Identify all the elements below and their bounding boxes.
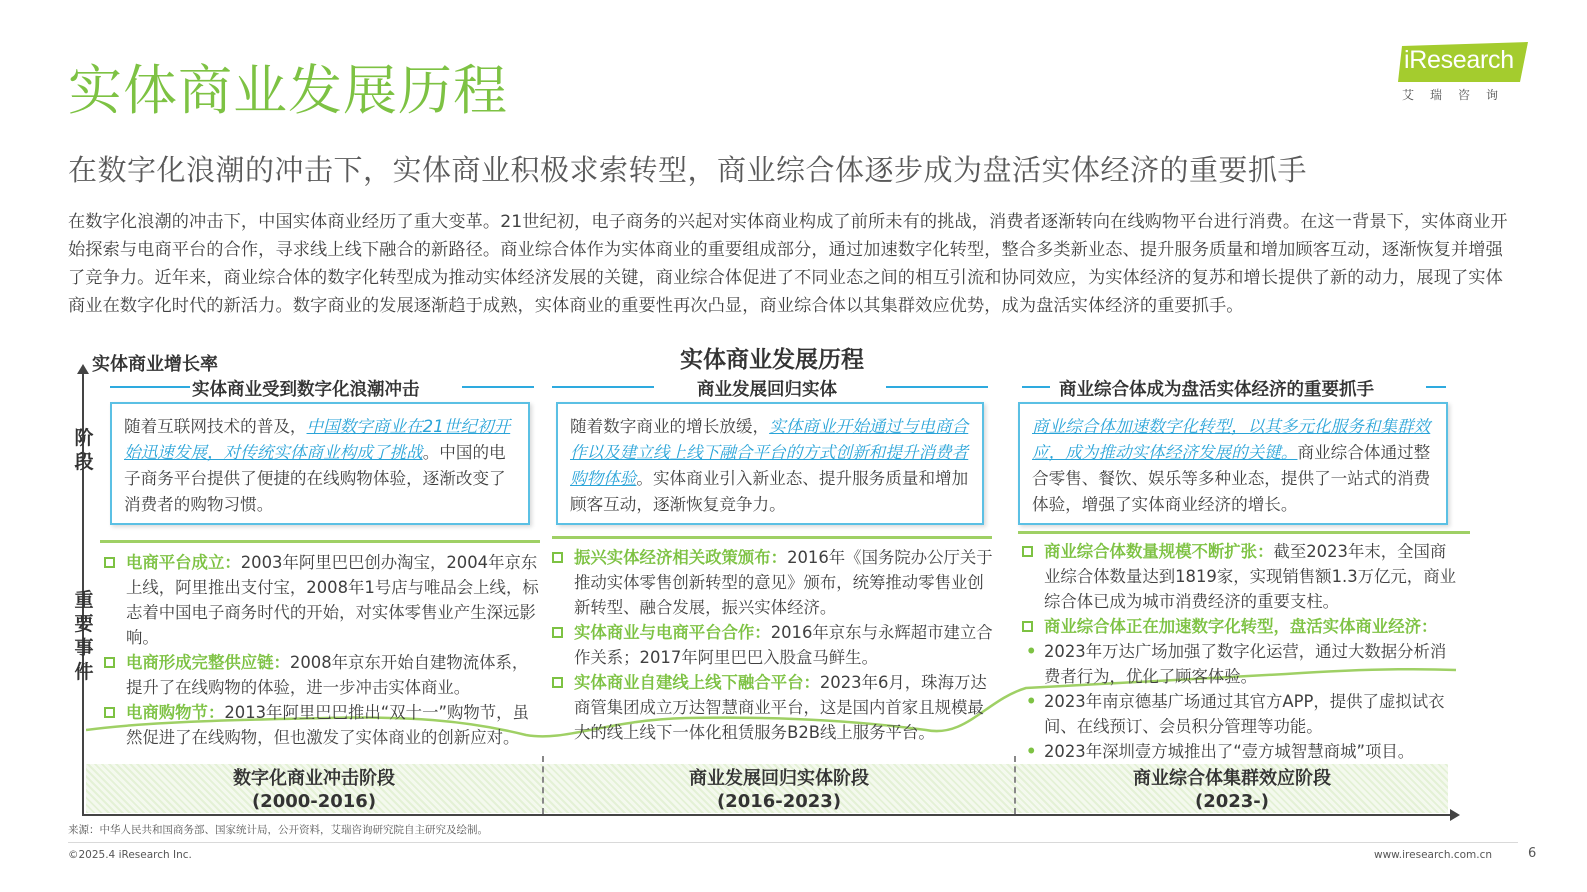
event-item: 商业综合体正在加速数字化转型，盘活实体商业经济： [1022,614,1458,639]
stage-highlight-1: 中国数字商业在21世纪初开始迅速发展，对传统实体商业构成了挑战 [124,417,511,462]
stage-highlight-2: 实体商业开始通过与电商合作以及建立线上线下融合平台的方式创新和提升消费者购物体验 [570,417,969,488]
event-item: 商业综合体数量规模不断扩张：截至2023年末，全国商业综合体数量达到1819家，实现销售额1.3万亿元，商业综合体已成为城市消费经济的重要支柱。 [1022,539,1458,614]
source-note: 来源：中华人民共和国商务部、国家统计局，公开资料，艾瑞咨询研究院自主研究及绘制。 [68,824,488,836]
page-number: 6 [1528,846,1537,861]
stage-heading-3: 商业综合体成为盘活实体经济的重要抓手 [1022,376,1446,398]
page-title: 实体商业发展历程 [68,59,508,122]
row-label-stage: 阶段 [74,427,94,473]
stage-box-3: 商业综合体加速数字化转型，以其多元化服务和集群效应，成为推动实体经济发展的关键。商业综合体通过整合零售、餐饮、娱乐等多种业态，提供了一站式的消费体验，增强了实体商业经济的增长。 [1018,402,1448,525]
event-item: 实体商业自建线上线下融合平台：2023年6月，珠海万达商管集团成立万达智慧商业平台，这是国内首家且规模最大的线上线下一体化租赁服务B2B线上服务平台。 [552,670,994,745]
stage-box-1: 随着互联网技术的普及，中国数字商业在21世纪初开始迅速发展，对传统实体商业构成了挑战。中国的电子商务平台提供了便捷的在线购物体验，逐渐改变了消费者的购物习惯。 [110,402,530,525]
events-column-2 [552,545,994,745]
stage-heading-1: 实体商业受到数字化浪潮冲击 [110,376,534,398]
logo-subtext: 艾瑞咨询 [1402,88,1515,102]
event-item: 实体商业与电商平台合作：2016年京东与永辉超市建立合作关系；2017年阿里巴巴入股盒马鲜生。 [552,620,994,670]
phase-1: 数字化商业冲击阶段 (2000-2016) [233,768,395,812]
page-subtitle: 在数字化浪潮的冲击下，实体商业积极求索转型，商业综合体逐步成为盘活实体经济的重要抓手 [68,153,1308,187]
events-column-1 [104,550,542,750]
x-axis-arrow-icon [1450,809,1460,821]
y-axis-arrow-icon [77,364,89,374]
stage-highlight-3: 商业综合体加速数字化转型，以其多元化服务和集群效应，成为推动实体经济发展的关键。 [1032,417,1431,462]
y-axis-label: 实体商业增长率 [92,354,218,375]
row-label-events: 重要事件 [74,589,94,683]
separator-3 [1018,531,1470,534]
phase-2: 商业发展回归实体阶段 (2016-2023) [689,768,869,812]
footer-divider [68,842,1518,843]
phase-3: 商业综合体集群效应阶段 (2023-) [1133,768,1331,812]
bullet-item: • 2023年南京德基广场通过其官方APP，提供了虚拟试衣间、在线预订、会员积分管理等功能。 [1026,692,1445,736]
separator-2 [552,536,992,539]
intro-paragraph: 在数字化浪潮的冲击下，中国实体商业经历了重大变革。21世纪初，电子商务的兴起对实体商业构成了前所未有的挑战，消费者逐渐转向在线购物平台进行消费。在这一背景下，实体商业开始探索与电商平台的合作，寻求线上线下融合的新路径。商业综合体作为实体商业的重要组成部分，通过加速数字化转型，整合多类新业态、提升服务质量和增加顾客互动，逐渐恢复并增强了竞争力。近年来，商业综合体的数字化转型成为推动实体经济发展的关键，商业综合体促进了不同业态之间的相互引流和协同效应，为实体经济的复苏和增长提供了新的动力，展现了实体商业在数字化时代的新活力。数字商业的发展逐渐趋于成熟，实体商业的重要性再次凸显，商业综合体以其集群效应优势，成为盘活实体经济的重要抓手。 [68,212,1508,316]
x-axis [82,814,1452,816]
website-link[interactable]: www.iresearch.com.cn [1374,849,1493,861]
event-item: 电商形成完整供应链：2008年京东开始自建物流体系，提升了在线购物的体验，进一步冲击实体商业。 [104,650,542,700]
copyright: ©2025.4 iResearch Inc. [68,849,192,861]
stage-heading-2: 商业发展回归实体 [552,376,988,398]
stage-box-2: 随着数字商业的增长放缓，实体商业开始通过与电商合作以及建立线上线下融合平台的方式创新和提升消费者购物体验。实体商业引入新业态、提升服务质量和增加顾客互动，逐渐恢复竞争力。 [556,402,984,525]
bullet-item: • 2023年深圳壹方城推出了“壹方城智慧商城”项目。 [1026,742,1415,761]
diagram-title: 实体商业发展历程 [680,347,864,373]
bullet-item: • 2023年万达广场加强了数字化运营，通过大数据分析消费者行为，优化了顾客体验。 [1026,642,1447,686]
iresearch-logo [1398,38,1533,106]
event-item: 电商平台成立：2003年阿里巴巴创办淘宝，2004年京东上线，阿里推出支付宝，2008年1号店与唯品会上线，标志着中国电子商务时代的开始，对实体零售业产生深远影响。 [104,550,542,650]
logo-text: iResearch [1404,46,1514,74]
separator-1 [100,540,540,543]
events-column-3 [1022,539,1458,764]
event-item: 振兴实体经济相关政策颁布：2016年《国务院办公厅关于推动实体零售创新转型的意见》颁布，统筹推动零售业创新转型、融合发展，振兴实体经济。 [552,545,994,620]
event-item: 电商购物节：2013年阿里巴巴推出“双十一”购物节，虽然促进了在线购物，但也激发了实体商业的创新应对。 [104,700,542,750]
